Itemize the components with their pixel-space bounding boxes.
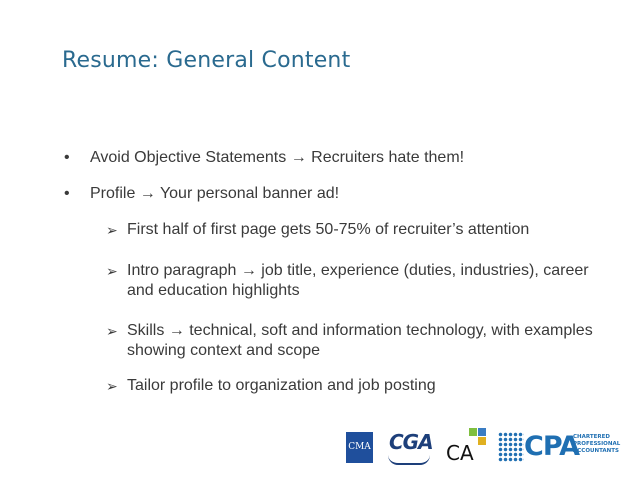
sub-bullet-text: Skills [127, 322, 169, 339]
cga-logo: CGA [389, 430, 433, 454]
arrow-icon: → [240, 262, 257, 279]
ca-square-icon [469, 428, 477, 436]
bullet-text: Recruiters hate them! [306, 149, 465, 166]
arrow-icon: → [168, 322, 185, 339]
arrow-icon: → [139, 185, 156, 202]
bullet-text: Avoid Objective Statements [90, 149, 291, 166]
sub-bullet-glyph: ➢ [106, 323, 118, 339]
bullet-glyph: • [64, 185, 70, 202]
arrow-icon: → [290, 149, 307, 166]
bullet-text: Profile [90, 185, 140, 202]
cga-swoosh-icon [388, 455, 430, 465]
sub-bullet-glyph: ➢ [106, 222, 118, 238]
cpa-tagline [573, 434, 620, 455]
sub-bullet-glyph: ➢ [106, 378, 118, 394]
bullet-glyph: • [64, 149, 70, 166]
cpa-tagline-line: PROFESSIONAL [573, 441, 621, 447]
sub-bullet-text: job title, experience (duties, industries), career and education highlights [127, 262, 589, 299]
sub-bullet-item [106, 321, 616, 361]
bullet-text: Your personal banner ad! [155, 185, 340, 202]
slide-title: Resume: General Content [62, 48, 351, 73]
ca-square-icon [478, 437, 486, 445]
ca-logo: CA [446, 441, 474, 465]
sub-bullet-text: Tailor profile to organization and job posting [127, 377, 436, 394]
sub-bullet-glyph: ➢ [106, 263, 118, 279]
cpa-tagline-line: ACCOUNTANTS [573, 448, 619, 454]
ca-square-icon [478, 428, 486, 436]
sub-bullet-item [106, 220, 616, 240]
sub-bullet-item [106, 376, 616, 396]
sub-bullet-text: Intro paragraph [127, 262, 241, 279]
sub-bullet-text: technical, soft and information technology, with examples showing context and scope [127, 322, 593, 359]
cpa-logo: CPA [524, 431, 580, 462]
sub-bullet-item [106, 261, 616, 301]
sub-bullet-text: First half of first page gets 50-75% of recruiter’s attention [127, 221, 530, 238]
cpa-tagline-line: CHARTERED [573, 434, 610, 440]
cpa-dots-icon [498, 432, 524, 462]
cma-logo: CMA [346, 432, 373, 463]
